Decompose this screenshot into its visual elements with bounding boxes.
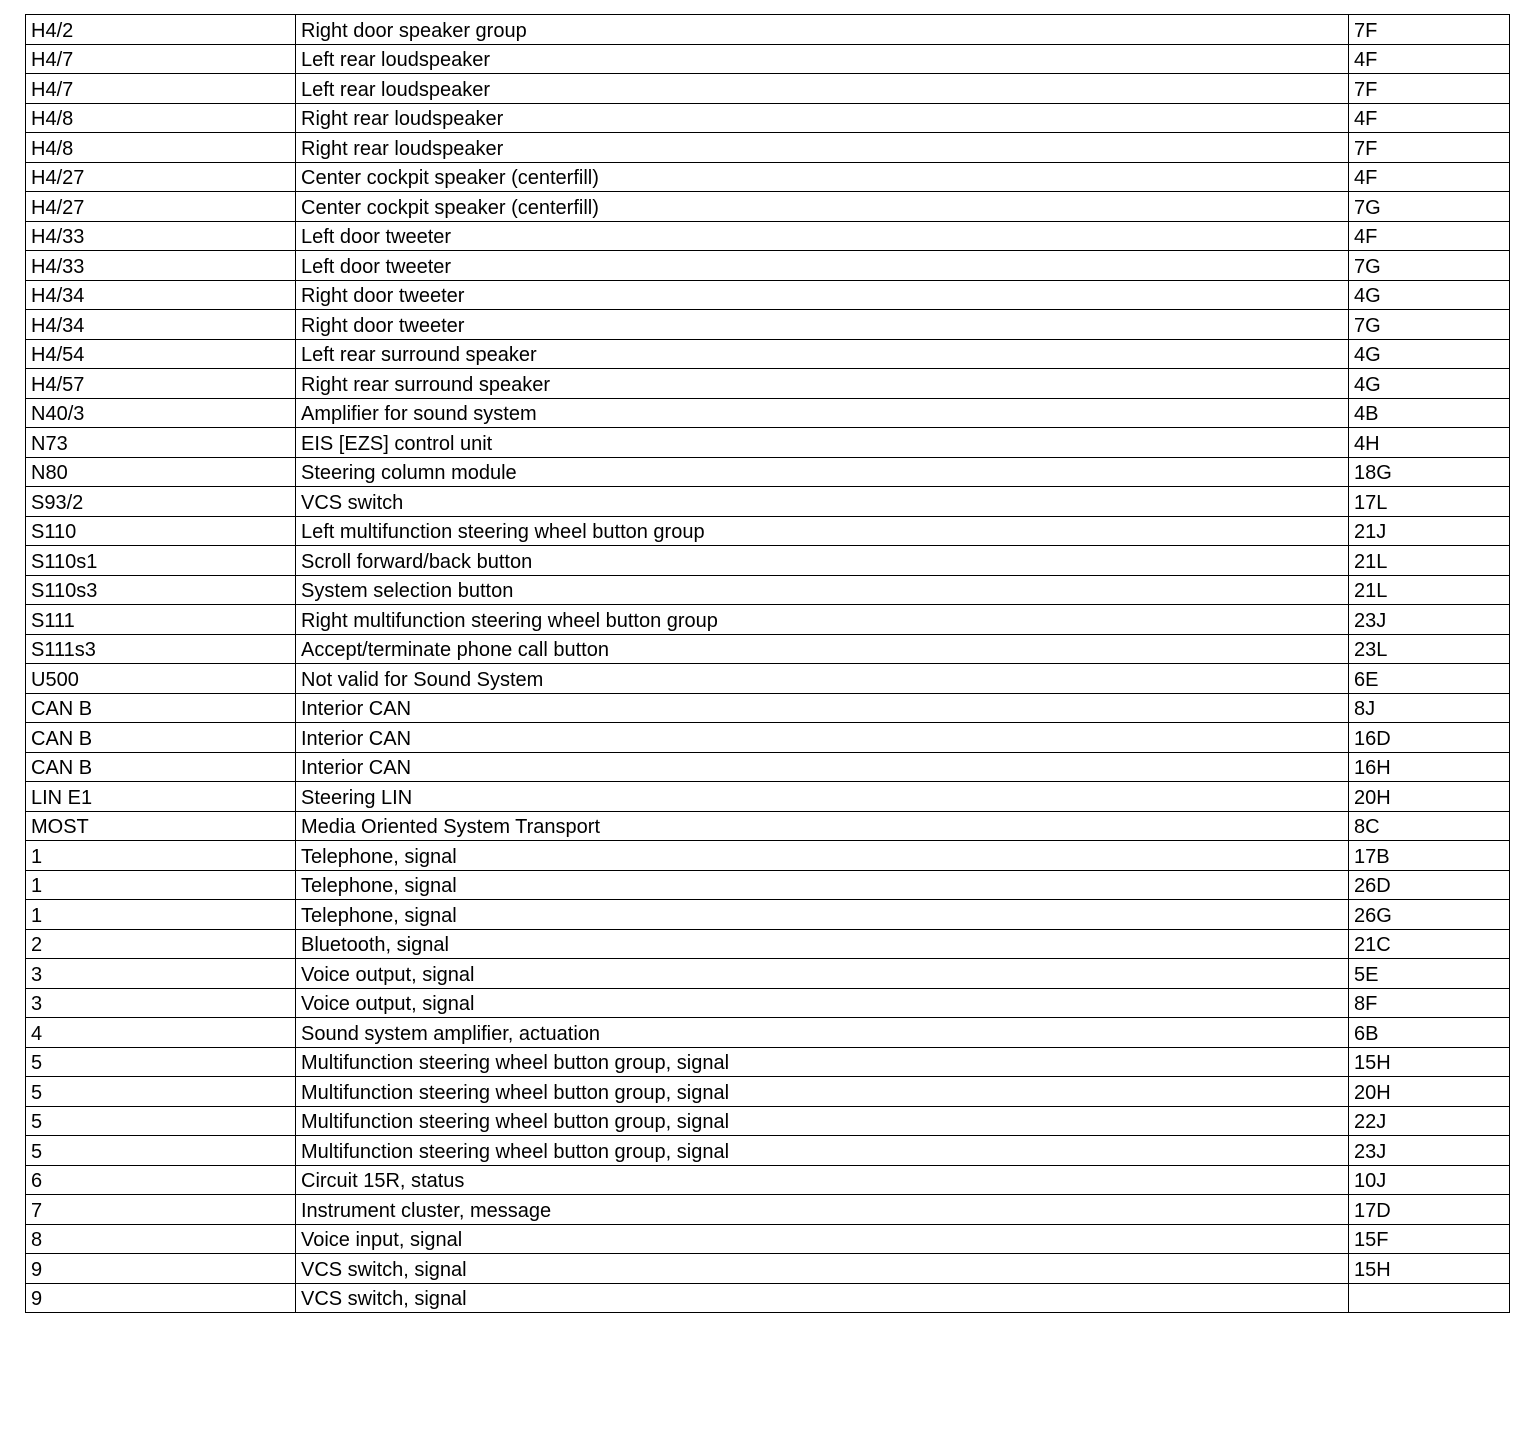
location-cell: 15H — [1349, 1254, 1510, 1284]
table-row — [26, 339, 1510, 369]
description-cell: Interior CAN — [296, 752, 1349, 782]
table-row — [26, 192, 1510, 222]
location-cell: 4F — [1349, 162, 1510, 192]
location-cell: 4G — [1349, 339, 1510, 369]
code-cell: 1 — [26, 870, 296, 900]
code-cell: 7 — [26, 1195, 296, 1225]
location-cell: 5E — [1349, 959, 1510, 989]
table-row — [26, 15, 1510, 45]
code-cell: H4/27 — [26, 162, 296, 192]
description-cell: Steering column module — [296, 457, 1349, 487]
location-cell: 23L — [1349, 634, 1510, 664]
code-cell: 3 — [26, 988, 296, 1018]
table-row — [26, 1224, 1510, 1254]
description-cell: Left door tweeter — [296, 221, 1349, 251]
description-cell: Left rear surround speaker — [296, 339, 1349, 369]
table-row — [26, 752, 1510, 782]
code-cell: 6 — [26, 1165, 296, 1195]
location-cell: 7F — [1349, 15, 1510, 45]
code-cell: 3 — [26, 959, 296, 989]
description-cell: Right multifunction steering wheel button group — [296, 605, 1349, 635]
description-cell: Bluetooth, signal — [296, 929, 1349, 959]
component-legend-table — [25, 14, 1510, 1313]
description-cell: Amplifier for sound system — [296, 398, 1349, 428]
table-row — [26, 516, 1510, 546]
code-cell: H4/54 — [26, 339, 296, 369]
location-cell: 21L — [1349, 575, 1510, 605]
location-cell: 21J — [1349, 516, 1510, 546]
table-row — [26, 310, 1510, 340]
code-cell: 1 — [26, 900, 296, 930]
location-cell: 20H — [1349, 1077, 1510, 1107]
code-cell: N40/3 — [26, 398, 296, 428]
table-row — [26, 782, 1510, 812]
code-cell: 5 — [26, 1106, 296, 1136]
description-cell: Not valid for Sound System — [296, 664, 1349, 694]
code-cell: H4/7 — [26, 44, 296, 74]
description-cell: Accept/terminate phone call button — [296, 634, 1349, 664]
location-cell: 23J — [1349, 605, 1510, 635]
table-row — [26, 162, 1510, 192]
location-cell: 26G — [1349, 900, 1510, 930]
code-cell: S111s3 — [26, 634, 296, 664]
location-cell: 4B — [1349, 398, 1510, 428]
description-cell: EIS [EZS] control unit — [296, 428, 1349, 458]
description-cell: Right rear surround speaker — [296, 369, 1349, 399]
description-cell: Media Oriented System Transport — [296, 811, 1349, 841]
location-cell: 15H — [1349, 1047, 1510, 1077]
table-row — [26, 1165, 1510, 1195]
description-cell: Left rear loudspeaker — [296, 74, 1349, 104]
description-cell: Telephone, signal — [296, 841, 1349, 871]
table-row — [26, 487, 1510, 517]
location-cell: 8J — [1349, 693, 1510, 723]
location-cell: 26D — [1349, 870, 1510, 900]
code-cell: H4/7 — [26, 74, 296, 104]
location-cell: 21L — [1349, 546, 1510, 576]
description-cell: Left rear loudspeaker — [296, 44, 1349, 74]
table-row — [26, 634, 1510, 664]
location-cell: 7G — [1349, 192, 1510, 222]
code-cell: H4/8 — [26, 103, 296, 133]
code-cell: H4/34 — [26, 280, 296, 310]
code-cell: 1 — [26, 841, 296, 871]
code-cell: CAN B — [26, 693, 296, 723]
description-cell: Voice output, signal — [296, 988, 1349, 1018]
description-cell: Instrument cluster, message — [296, 1195, 1349, 1225]
description-cell: Voice output, signal — [296, 959, 1349, 989]
description-cell: Multifunction steering wheel button group, signal — [296, 1106, 1349, 1136]
table-row — [26, 664, 1510, 694]
location-cell: 4F — [1349, 44, 1510, 74]
description-cell: Multifunction steering wheel button group, signal — [296, 1047, 1349, 1077]
description-cell: VCS switch — [296, 487, 1349, 517]
table-row — [26, 723, 1510, 753]
table-row — [26, 546, 1510, 576]
description-cell: Right door tweeter — [296, 310, 1349, 340]
location-cell: 10J — [1349, 1165, 1510, 1195]
location-cell: 21C — [1349, 929, 1510, 959]
table-row — [26, 103, 1510, 133]
location-cell: 4F — [1349, 103, 1510, 133]
code-cell: H4/33 — [26, 221, 296, 251]
location-cell: 4G — [1349, 369, 1510, 399]
table-row — [26, 369, 1510, 399]
location-cell: 17D — [1349, 1195, 1510, 1225]
description-cell: System selection button — [296, 575, 1349, 605]
table-row — [26, 1047, 1510, 1077]
location-cell: 7F — [1349, 74, 1510, 104]
table-row — [26, 1254, 1510, 1284]
code-cell: H4/34 — [26, 310, 296, 340]
description-cell: Scroll forward/back button — [296, 546, 1349, 576]
table-row — [26, 280, 1510, 310]
description-cell: Telephone, signal — [296, 870, 1349, 900]
code-cell: N80 — [26, 457, 296, 487]
location-cell: 7G — [1349, 310, 1510, 340]
location-cell: 8F — [1349, 988, 1510, 1018]
table-row — [26, 605, 1510, 635]
code-cell: H4/33 — [26, 251, 296, 281]
table-row — [26, 988, 1510, 1018]
location-cell: 20H — [1349, 782, 1510, 812]
location-cell: 23J — [1349, 1136, 1510, 1166]
table-row — [26, 929, 1510, 959]
location-cell: 4G — [1349, 280, 1510, 310]
table-row — [26, 251, 1510, 281]
location-cell: 4F — [1349, 221, 1510, 251]
code-cell: U500 — [26, 664, 296, 694]
table-row — [26, 1195, 1510, 1225]
table-row — [26, 1018, 1510, 1048]
table-row — [26, 1283, 1510, 1313]
table-row — [26, 44, 1510, 74]
code-cell: 8 — [26, 1224, 296, 1254]
location-cell: 15F — [1349, 1224, 1510, 1254]
table-row — [26, 811, 1510, 841]
code-cell: H4/2 — [26, 15, 296, 45]
description-cell: Circuit 15R, status — [296, 1165, 1349, 1195]
description-cell: Multifunction steering wheel button group, signal — [296, 1077, 1349, 1107]
table-row — [26, 575, 1510, 605]
code-cell: S110s1 — [26, 546, 296, 576]
table-row — [26, 841, 1510, 871]
description-cell: Voice input, signal — [296, 1224, 1349, 1254]
location-cell: 6B — [1349, 1018, 1510, 1048]
table-row — [26, 959, 1510, 989]
description-cell: VCS switch, signal — [296, 1254, 1349, 1284]
description-cell: Center cockpit speaker (centerfill) — [296, 192, 1349, 222]
location-cell — [1349, 1283, 1510, 1313]
code-cell: 9 — [26, 1254, 296, 1284]
description-cell: Steering LIN — [296, 782, 1349, 812]
location-cell: 16H — [1349, 752, 1510, 782]
code-cell: CAN B — [26, 752, 296, 782]
code-cell: N73 — [26, 428, 296, 458]
table-row — [26, 74, 1510, 104]
table-row — [26, 1077, 1510, 1107]
description-cell: Interior CAN — [296, 693, 1349, 723]
code-cell: S110s3 — [26, 575, 296, 605]
location-cell: 7F — [1349, 133, 1510, 163]
location-cell: 6E — [1349, 664, 1510, 694]
table-row — [26, 428, 1510, 458]
description-cell: Left door tweeter — [296, 251, 1349, 281]
code-cell: 2 — [26, 929, 296, 959]
table-row — [26, 221, 1510, 251]
location-cell: 18G — [1349, 457, 1510, 487]
table-row — [26, 870, 1510, 900]
code-cell: LIN E1 — [26, 782, 296, 812]
description-cell: VCS switch, signal — [296, 1283, 1349, 1313]
table-row — [26, 398, 1510, 428]
code-cell: CAN B — [26, 723, 296, 753]
code-cell: H4/57 — [26, 369, 296, 399]
code-cell: 9 — [26, 1283, 296, 1313]
location-cell: 17L — [1349, 487, 1510, 517]
description-cell: Right door tweeter — [296, 280, 1349, 310]
code-cell: H4/27 — [26, 192, 296, 222]
description-cell: Left multifunction steering wheel button group — [296, 516, 1349, 546]
legend-table-body — [26, 15, 1510, 1313]
location-cell: 8C — [1349, 811, 1510, 841]
description-cell: Right rear loudspeaker — [296, 133, 1349, 163]
code-cell: S110 — [26, 516, 296, 546]
table-row — [26, 133, 1510, 163]
description-cell: Multifunction steering wheel button group, signal — [296, 1136, 1349, 1166]
location-cell: 4H — [1349, 428, 1510, 458]
location-cell: 16D — [1349, 723, 1510, 753]
code-cell: 4 — [26, 1018, 296, 1048]
code-cell: 5 — [26, 1136, 296, 1166]
location-cell: 17B — [1349, 841, 1510, 871]
table-row — [26, 900, 1510, 930]
table-row — [26, 1106, 1510, 1136]
description-cell: Sound system amplifier, actuation — [296, 1018, 1349, 1048]
code-cell: 5 — [26, 1047, 296, 1077]
table-row — [26, 1136, 1510, 1166]
code-cell: MOST — [26, 811, 296, 841]
location-cell: 22J — [1349, 1106, 1510, 1136]
table-row — [26, 457, 1510, 487]
description-cell: Interior CAN — [296, 723, 1349, 753]
description-cell: Telephone, signal — [296, 900, 1349, 930]
description-cell: Center cockpit speaker (centerfill) — [296, 162, 1349, 192]
code-cell: S111 — [26, 605, 296, 635]
code-cell: S93/2 — [26, 487, 296, 517]
table-row — [26, 693, 1510, 723]
code-cell: H4/8 — [26, 133, 296, 163]
code-cell: 5 — [26, 1077, 296, 1107]
location-cell: 7G — [1349, 251, 1510, 281]
description-cell: Right rear loudspeaker — [296, 103, 1349, 133]
description-cell: Right door speaker group — [296, 15, 1349, 45]
